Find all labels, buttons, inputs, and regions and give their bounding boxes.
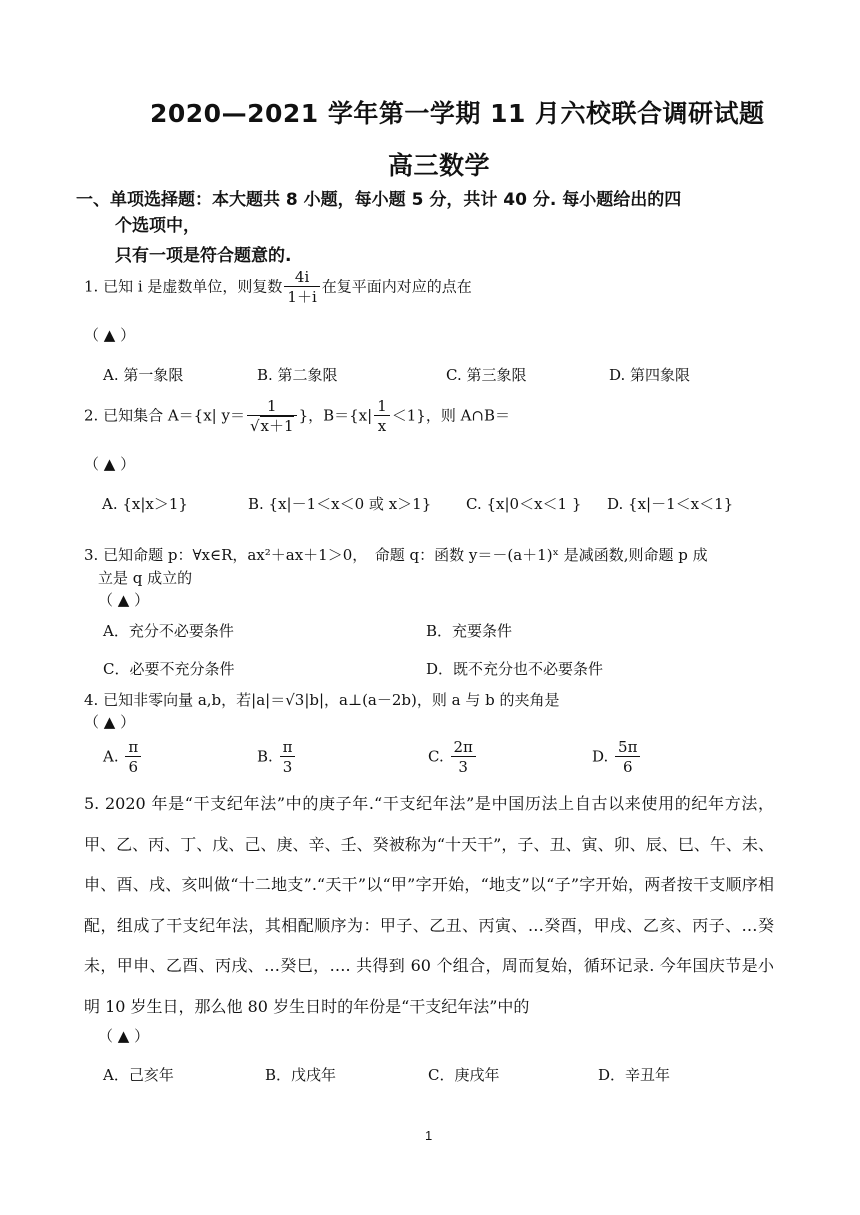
q3-option-b: B．充要条件 [426, 622, 513, 640]
q1-fraction-num: 4i [284, 268, 319, 287]
q4-option-c [428, 738, 478, 777]
q5-answer-mark: （ ▲ ） [98, 1027, 150, 1045]
q3-option-d: D．既不充分也不必要条件 [426, 660, 604, 678]
q2-sqrt-radicand: x＋1 [260, 417, 294, 435]
section-heading-line1: 一、单项选择题：本大题共 8 小题，每小题 5 分，共计 40 分. 每小题给出的四 [76, 190, 682, 210]
q5-option-d: D．辛丑年 [598, 1066, 671, 1084]
q4-option-c-fraction [451, 738, 476, 777]
q4-option-b-label: B. [257, 747, 273, 766]
q4-option-a-label: A. [103, 747, 119, 766]
section-heading-line3: 只有一项是符合题意的. [115, 246, 292, 266]
q3-option-c: C．必要不充分条件 [103, 660, 235, 678]
section-heading-line2: 个选项中， [115, 216, 200, 236]
q2-fraction-1-num: 1 [247, 397, 297, 416]
q4-option-d-num: 5π [615, 738, 640, 757]
q4-option-d [592, 738, 642, 777]
sqrt-symbol: √ [249, 417, 260, 435]
q4-option-d-fraction [615, 738, 640, 777]
q1-option-d: D. 第四象限 [609, 366, 691, 384]
q4-option-c-den: 3 [458, 758, 468, 776]
q2-fraction-2 [374, 397, 390, 436]
q1-option-b: B. 第二象限 [257, 366, 338, 384]
q4-option-a-den: 6 [128, 758, 139, 776]
q2-answer-mark: （ ▲ ） [84, 455, 136, 473]
q4-option-d-den: 6 [622, 758, 633, 776]
q1-text-after: 在复平面内对应的点在 [321, 277, 472, 296]
q4-option-b-num: π [280, 738, 296, 757]
q4-option-c-label: C. [428, 747, 444, 766]
q2-fraction-1-den [247, 416, 297, 436]
q1-option-c: C. 第三象限 [446, 366, 527, 384]
q5-stem: 5. 2020 年是“干支纪年法”中的庚子年.“干支纪年法”是中国历法上自古以来使用的纪年方法，甲、乙、丙、丁、戊、己、庚、辛、壬、癸被称为“十天干”，子、丑、寅、卯、辰、巳、午、未、申、酉、戌、亥叫做“十二地支”.“天干”以“甲”字开始，“地支”以“子”字开始，两者按干支顺序相配，组成了干支纪年法，其相配顺序为：甲子、乙丑、丙寅、…癸酉，甲戌、乙亥、丙子、…癸未，甲申、乙酉、丙戌、…癸巳，…. 共得到 60 个组合，周而复始，循环记录. 今年国庆节是小明 10 岁生日，那么他 80 岁生日时的年份是“干支纪年法”中的 [84, 794, 774, 1016]
q2-fraction-2-num: 1 [374, 397, 390, 416]
q4-option-a-num: π [125, 738, 141, 757]
question-2-stem [84, 397, 510, 436]
q2-fraction-2-den: x [377, 417, 387, 435]
q5-option-b: B．戊戌年 [265, 1066, 337, 1084]
q4-option-a-fraction [125, 738, 141, 777]
q2-option-a: A. {x|x＞1} [102, 495, 188, 513]
q2-text-part3: ＜1}，则 A∩B＝ [391, 406, 511, 425]
q1-answer-mark: （ ▲ ） [84, 326, 136, 344]
exam-title: 2020—2021 学年第一学期 11 月六校联合调研试题 [150, 99, 765, 128]
q3-option-a: A．充分不必要条件 [103, 622, 234, 640]
q1-fraction [284, 268, 319, 307]
q4-option-b [257, 738, 297, 777]
q4-stem: 4. 已知非零向量 a,b，若|a|＝√3|b|，a⊥(a－2b)，则 a 与 b 的夹角是 [84, 691, 560, 709]
question-1-stem [84, 268, 472, 307]
q5-option-a: A．己亥年 [103, 1066, 174, 1084]
q3-answer-mark: （ ▲ ） [98, 591, 150, 609]
q2-fraction-1 [247, 397, 297, 436]
q4-option-d-label: D. [592, 747, 609, 766]
q5-option-c: C．庚戌年 [428, 1066, 500, 1084]
q4-option-b-fraction [280, 738, 296, 777]
q2-option-b: B. {x|－1＜x＜0 或 x＞1} [248, 495, 432, 513]
q3-line-1: 3. 已知命题 p：∀x∈R，ax²＋ax＋1＞0， 命题 q：函数 y＝－(a＋1)ˣ 是减函数,则命题 p 成 [84, 546, 708, 564]
subject-title: 高三数学 [388, 151, 491, 180]
page-number: 1 [425, 1128, 433, 1143]
q4-answer-mark: （ ▲ ） [84, 713, 136, 731]
q1-text-before: 1. 已知 i 是虚数单位，则复数 [84, 277, 283, 296]
q1-fraction-den: 1＋i [287, 288, 317, 306]
q3-line-2: 立是 q 成立的 [98, 569, 193, 587]
q2-option-c: C. {x|0＜x＜1 } [466, 495, 582, 513]
q2-text-part1: 2. 已知集合 A＝{x| y＝ [84, 406, 245, 425]
q2-text-part2: }，B＝{x| [298, 406, 373, 425]
q1-option-a: A. 第一象限 [103, 366, 184, 384]
q2-option-d: D. {x|－1＜x＜1} [607, 495, 734, 513]
q4-option-b-den: 3 [282, 758, 293, 776]
q4-option-c-num: 2π [451, 738, 476, 757]
q4-option-a [103, 738, 143, 777]
